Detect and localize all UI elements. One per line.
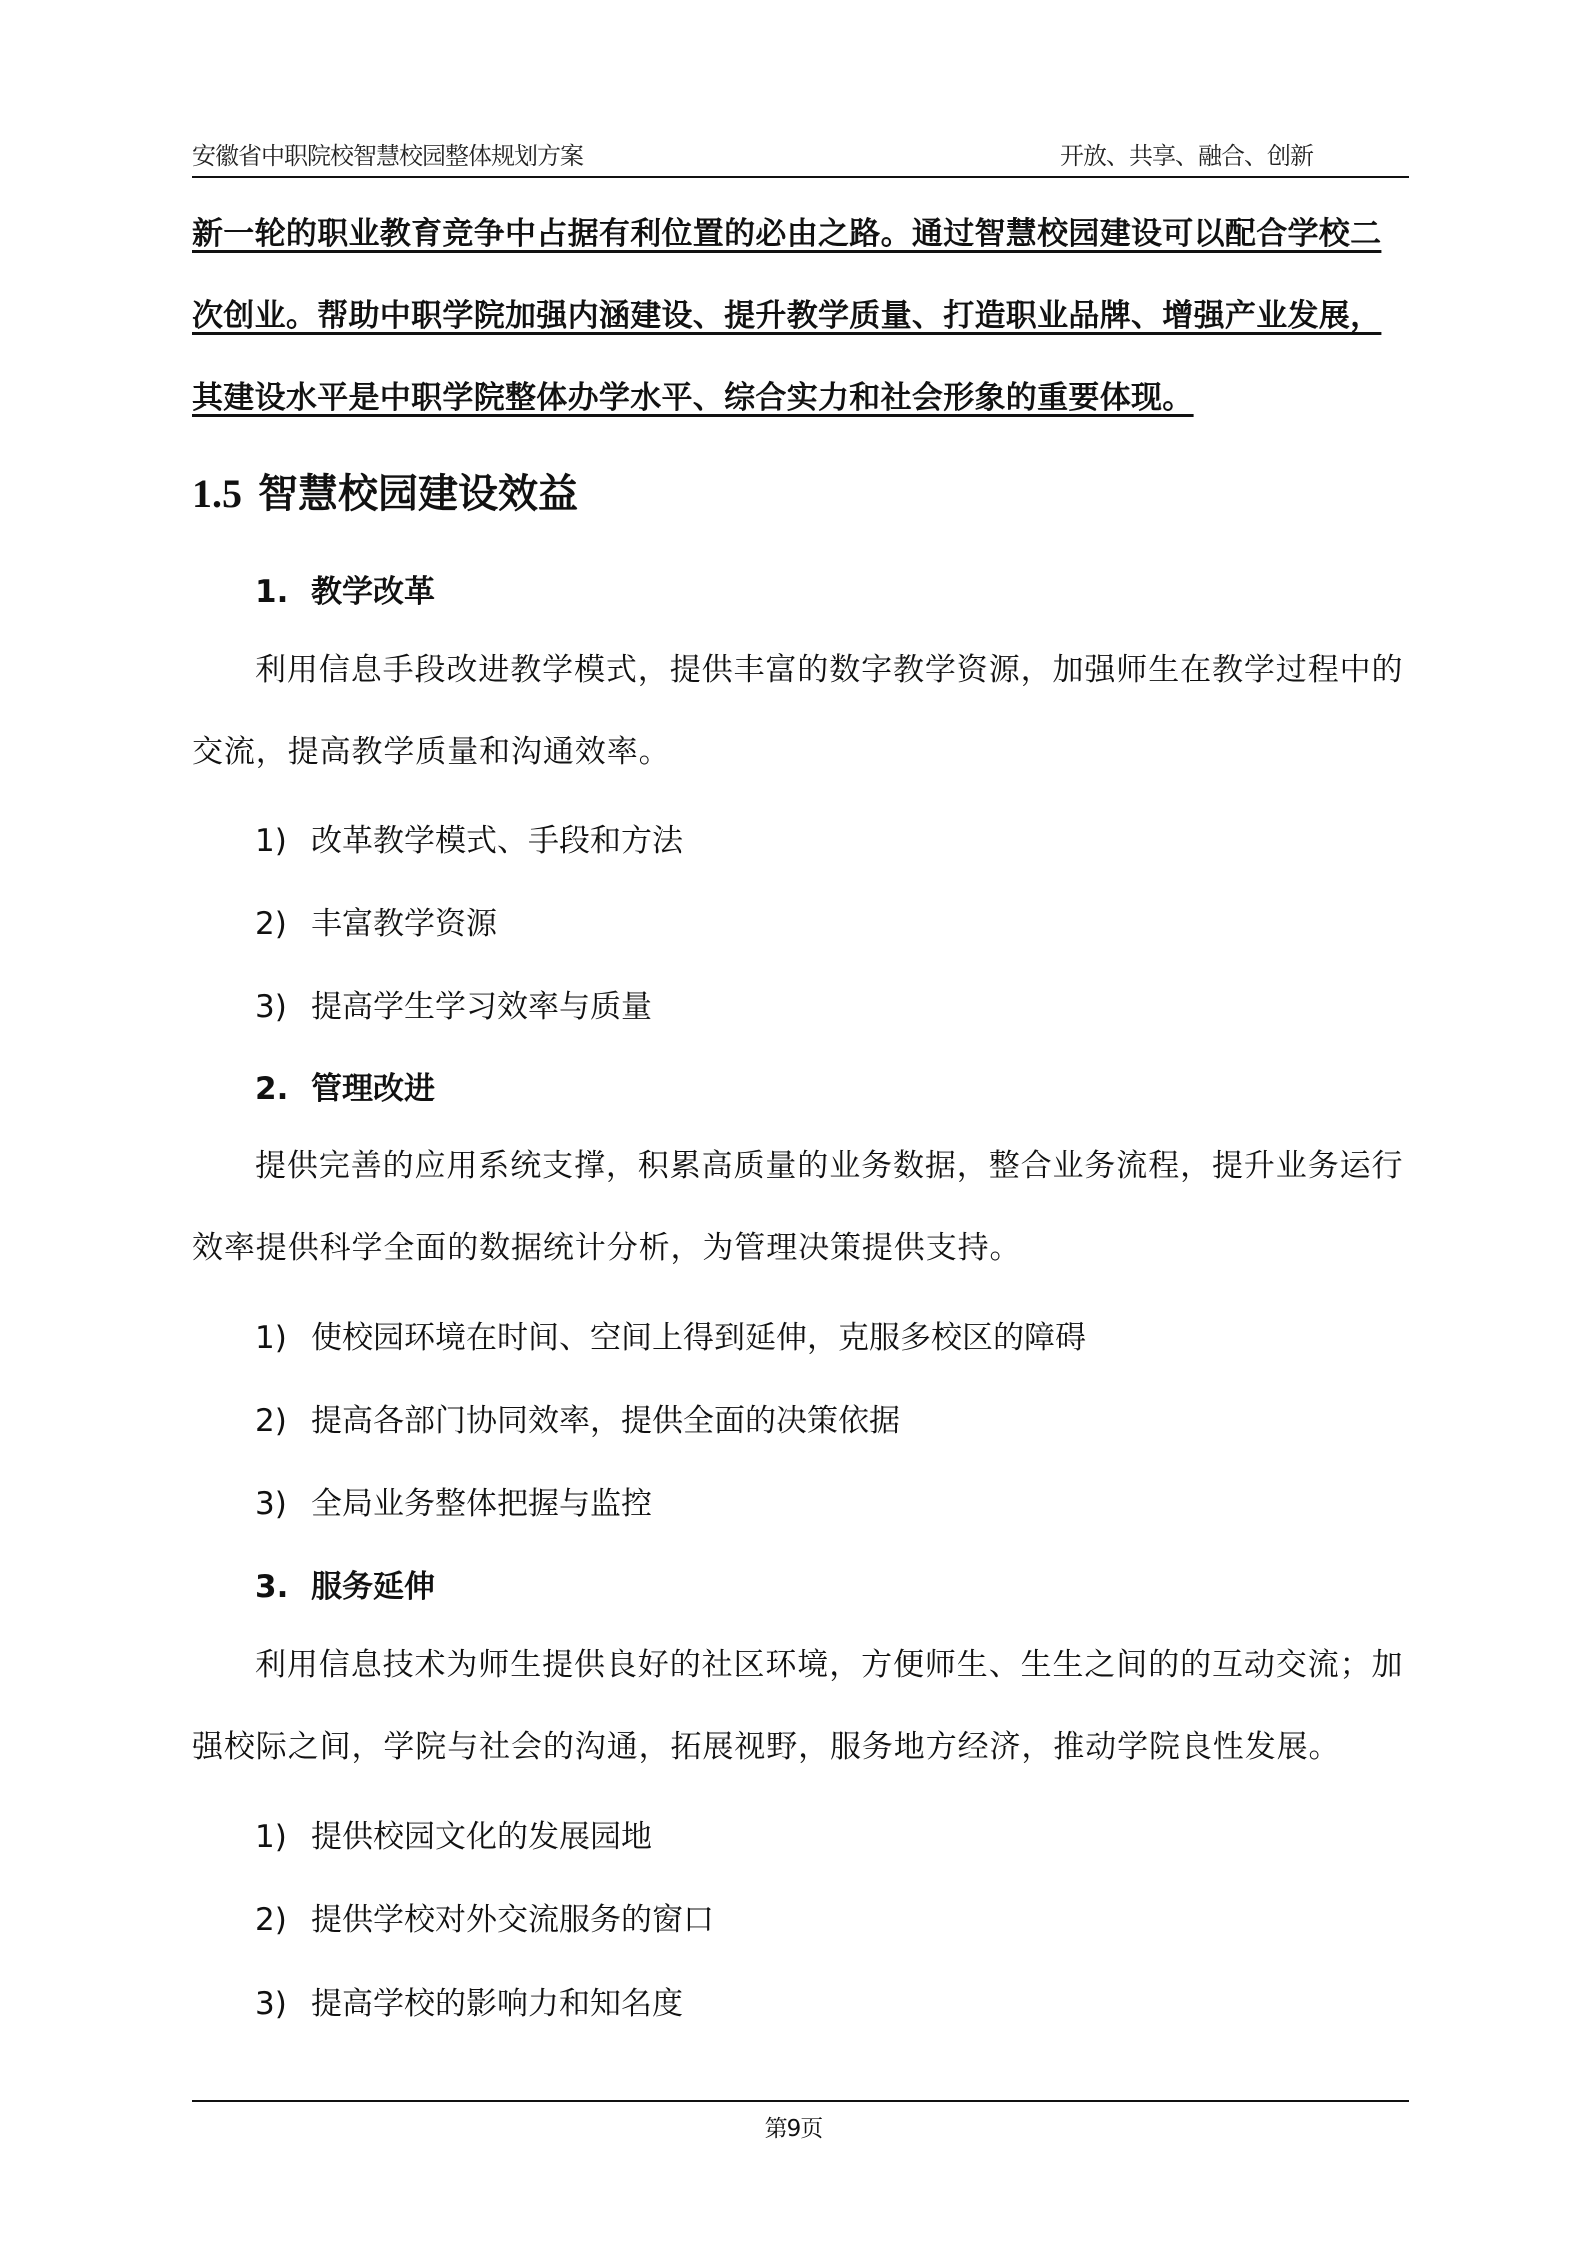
page-number: 第9页 [764, 2116, 823, 2142]
list-item: 3) 提高学生学习效率与质量 [255, 989, 652, 1025]
subsection-title: 教学改革 [311, 574, 435, 610]
subsection-heading-3: 3. 服务延伸 [255, 1569, 435, 1605]
section-heading [192, 462, 578, 519]
section-number: 1.5 [192, 471, 242, 516]
subsection-title: 管理改进 [311, 1071, 435, 1107]
paragraph-line: 利用信息手段改进教学模式，提供丰富的数字教学资源，加强师生在教学过程中的 [255, 652, 1404, 688]
subsection-title: 服务延伸 [311, 1569, 435, 1605]
header-slogan: 开放、共享、融合、创新 [1060, 142, 1313, 170]
intro-line-3: 其建设水平是中职学院整体办学水平、综合实力和社会形象的重要体现。 [192, 380, 1194, 416]
list-item: 1) 改革教学模式、手段和方法 [255, 823, 683, 859]
list-item: 1) 使校园环境在时间、空间上得到延伸，克服多校区的障碍 [255, 1320, 1086, 1356]
paragraph-line: 提供完善的应用系统支撑，积累高质量的业务数据，整合业务流程，提升业务运行 [255, 1148, 1404, 1184]
header-rule [192, 176, 1409, 178]
subsection-heading-1: 1. 教学改革 [255, 574, 435, 610]
list-item: 2) 提供学校对外交流服务的窗口 [255, 1902, 714, 1938]
header-title: 安徽省中职院校智慧校园整体规划方案 [192, 142, 583, 170]
list-item: 2) 提高各部门协同效率，提供全面的决策依据 [255, 1403, 900, 1439]
section-title: 智慧校园建设效益 [258, 471, 578, 517]
intro-line-2: 次创业。帮助中职学院加强内涵建设、提升教学质量、打造职业品牌、增强产业发展， [192, 298, 1382, 334]
list-item: 3) 提高学校的影响力和知名度 [255, 1986, 683, 2022]
list-item: 2) 丰富教学资源 [255, 906, 497, 942]
footer-rule [192, 2100, 1409, 2102]
list-item: 3) 全局业务整体把握与监控 [255, 1486, 652, 1522]
paragraph-line: 交流，提高教学质量和沟通效率。 [192, 734, 671, 770]
paragraph-line: 强校际之间，学院与社会的沟通，拓展视野，服务地方经济，推动学院良性发展。 [192, 1729, 1341, 1765]
subsection-heading-2: 2. 管理改进 [255, 1071, 435, 1107]
paragraph-line: 利用信息技术为师生提供良好的社区环境，方便师生、生生之间的的互动交流；加 [255, 1647, 1404, 1683]
intro-line-1: 新一轮的职业教育竞争中占据有利位置的必由之路。通过智慧校园建设可以配合学校二 [192, 216, 1382, 252]
paragraph-line: 效率提供科学全面的数据统计分析，为管理决策提供支持。 [192, 1230, 1022, 1266]
list-item: 1) 提供校园文化的发展园地 [255, 1819, 652, 1855]
